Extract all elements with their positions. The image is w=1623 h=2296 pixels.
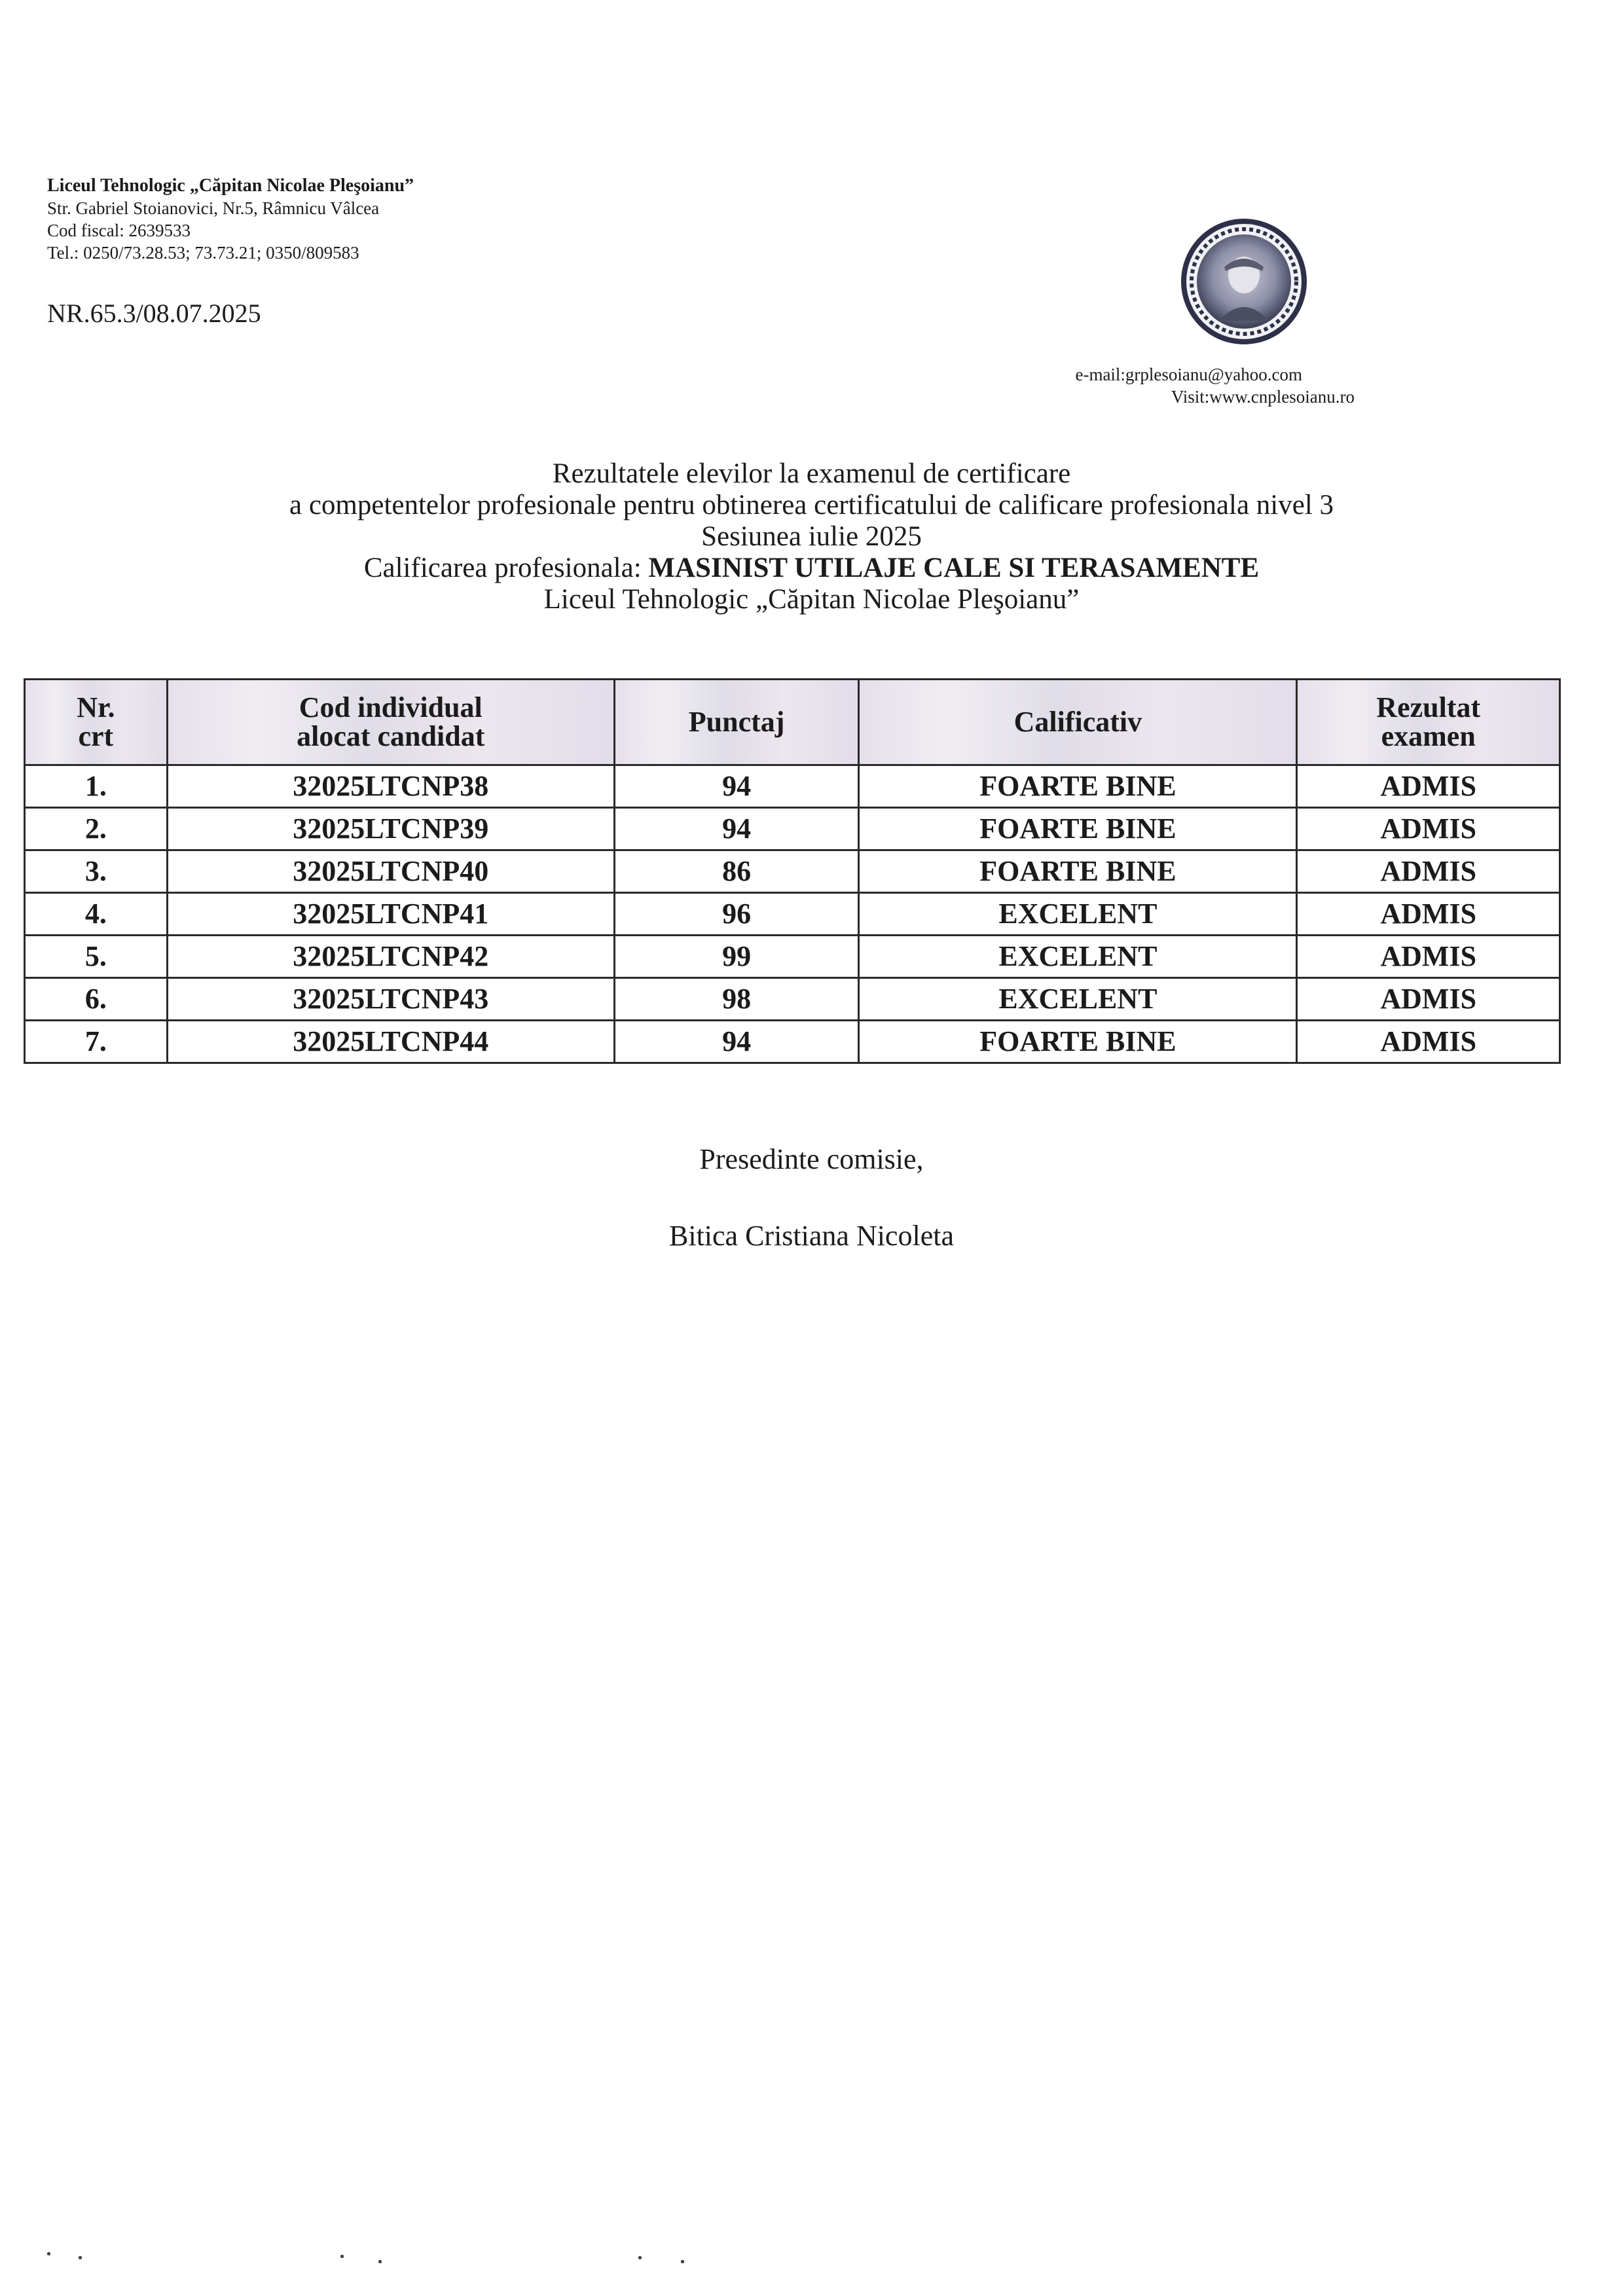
cell-punctaj: 94 xyxy=(614,808,859,850)
contact-website: Visit:www.cnplesoianu.ro xyxy=(1171,387,1355,407)
school-address: Str. Gabriel Stoianovici, Nr.5, Râmnicu Vâlcea xyxy=(47,198,380,218)
table-header-row xyxy=(25,680,1560,765)
cell-cod: 32025LTCNP38 xyxy=(167,765,614,808)
document-number: NR.65.3/08.07.2025 xyxy=(47,299,261,328)
cell-calificativ: EXCELENT xyxy=(859,936,1297,978)
table-row xyxy=(25,893,1560,936)
cell-calificativ: FOARTE BINE xyxy=(859,1021,1297,1063)
header-cod-individual: Cod individual alocat candidat xyxy=(167,680,614,765)
cell-cod: 32025LTCNP41 xyxy=(167,893,614,936)
cell-nr: 2. xyxy=(25,808,168,850)
header-calificativ: Calificativ xyxy=(859,680,1297,765)
cell-cod: 32025LTCNP43 xyxy=(167,978,614,1021)
school-logo-seal-icon xyxy=(1178,216,1309,347)
cell-rezultat: ADMIS xyxy=(1297,893,1560,936)
title-line-5: Liceul Tehnologic „Căpitan Nicolae Pleşoianu” xyxy=(543,584,1080,615)
cell-punctaj: 94 xyxy=(614,765,859,808)
title-line-4 xyxy=(0,553,1623,584)
table-row xyxy=(25,936,1560,978)
cell-rezultat: ADMIS xyxy=(1297,765,1560,808)
cell-punctaj: 98 xyxy=(614,978,859,1021)
header-nr-crt: Nr. crt xyxy=(25,680,168,765)
table-row xyxy=(25,765,1560,808)
document-title xyxy=(0,458,1623,615)
cell-nr: 3. xyxy=(25,850,168,893)
cell-calificativ: FOARTE BINE xyxy=(859,808,1297,850)
cell-rezultat: ADMIS xyxy=(1297,1021,1560,1063)
qualification-name: MASINIST UTILAJE CALE SI TERASAMENTE xyxy=(648,553,1260,583)
cell-cod: 32025LTCNP39 xyxy=(167,808,614,850)
cell-rezultat: ADMIS xyxy=(1297,808,1560,850)
contact-email: e-mail:grplesoianu@yahoo.com xyxy=(1075,365,1302,384)
table-row xyxy=(25,850,1560,893)
cell-nr: 7. xyxy=(25,1021,168,1063)
cell-cod: 32025LTCNP42 xyxy=(167,936,614,978)
cell-punctaj: 86 xyxy=(614,850,859,893)
qualification-prefix: Calificarea profesionala: xyxy=(363,553,649,583)
cell-calificativ: EXCELENT xyxy=(859,978,1297,1021)
results-table xyxy=(24,678,1561,1064)
commission-president-role: Presedinte comisie, xyxy=(699,1143,924,1175)
cell-nr: 5. xyxy=(25,936,168,978)
cell-punctaj: 96 xyxy=(614,893,859,936)
cell-nr: 6. xyxy=(25,978,168,1021)
cell-calificativ: FOARTE BINE xyxy=(859,765,1297,808)
table-row xyxy=(25,1021,1560,1063)
title-line-2: a competentelor profesionale pentru obtinerea certificatului de calificare profesionala nivel 3 xyxy=(289,490,1334,520)
phone-numbers: Tel.: 0250/73.28.53; 73.73.21; 0350/809583 xyxy=(47,243,359,263)
cell-nr: 4. xyxy=(25,893,168,936)
title-line-1: Rezultatele elevilor la examenul de certificare xyxy=(552,458,1071,489)
cell-calificativ: FOARTE BINE xyxy=(859,850,1297,893)
title-line-3: Sesiunea iulie 2025 xyxy=(701,521,922,552)
cell-rezultat: ADMIS xyxy=(1297,978,1560,1021)
table-row xyxy=(25,808,1560,850)
cell-calificativ: EXCELENT xyxy=(859,893,1297,936)
commission-president-name: Bitica Cristiana Nicoleta xyxy=(669,1220,954,1252)
cell-cod: 32025LTCNP44 xyxy=(167,1021,614,1063)
cell-punctaj: 94 xyxy=(614,1021,859,1063)
header-rezultat-examen: Rezultat examen xyxy=(1297,680,1560,765)
cell-rezultat: ADMIS xyxy=(1297,850,1560,893)
cell-punctaj: 99 xyxy=(614,936,859,978)
cell-nr: 1. xyxy=(25,765,168,808)
cell-cod: 32025LTCNP40 xyxy=(167,850,614,893)
fiscal-code: Cod fiscal: 2639533 xyxy=(47,221,191,240)
table-row xyxy=(25,978,1560,1021)
cell-rezultat: ADMIS xyxy=(1297,936,1560,978)
header-punctaj: Punctaj xyxy=(614,680,859,765)
school-name: Liceul Tehnologic „Căpitan Nicolae Pleşoianu” xyxy=(47,175,414,196)
